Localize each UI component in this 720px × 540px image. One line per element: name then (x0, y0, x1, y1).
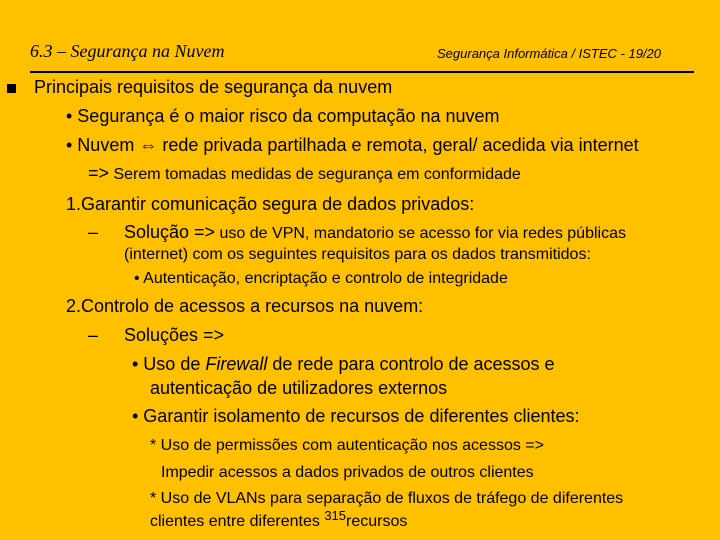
implies-arrow: => (88, 163, 110, 183)
double-arrow-icon: ⇔ (139, 135, 158, 155)
item2-dash: – (88, 325, 99, 345)
item1-title: 1.Garantir comunicação segura de dados privados: (66, 194, 475, 214)
item2-bullet-firewall-cont: autenticação de utilizadores externos (150, 378, 448, 398)
course-info: Segurança Informática / ISTEC - 19/20 (437, 46, 661, 61)
main-bullet: Principais requisitos de segurança da nuvem (34, 77, 393, 97)
item1-dash: – (88, 222, 99, 242)
header-divider (30, 71, 694, 73)
note-permissions-cont: Impedir acessos a dados privados de outros clientes (161, 464, 534, 481)
item2-title: 2.Controlo de acessos a recursos na nuvem: (66, 296, 424, 316)
firewall-prefix: • Uso de (132, 354, 201, 374)
item2-bullet-firewall (132, 354, 555, 375)
sub-bullet-risk: • Segurança é o maior risco da computação na nuvem (66, 106, 500, 126)
square-bullet-icon (7, 84, 16, 93)
conformity-text: Serem tomadas medidas de segurança em conformidade (113, 166, 521, 183)
item1-solution-text: uso de VPN, mandatorio se acesso for via redes públicas (219, 225, 626, 242)
item2-bullet-isolation: • Garantir isolamento de recursos de diferentes clientes: (132, 406, 580, 426)
note-vlans-cont (150, 508, 408, 531)
item2-solutions-label: Soluções => (124, 325, 225, 345)
item1-bullet: • Autenticação, encriptação e controlo de integridade (134, 270, 508, 287)
note-vlans: * Uso de VLANs para separação de fluxos de tráfego de diferentes (150, 490, 624, 507)
note-vlans-cont-text: clientes entre diferentes (150, 513, 320, 530)
firewall-term: Firewall (205, 354, 268, 374)
sub-bullet-cloud-label: • Nuvem (66, 135, 135, 155)
item1-solution (124, 222, 626, 243)
firewall-text: de rede para controlo de acessos e (272, 354, 555, 374)
item1-solution-cont: (internet) com os seguintes requisitos para os dados transmitidos: (124, 246, 591, 263)
item1-solution-label: Solução => (124, 222, 216, 242)
sub-bullet-cloud-text: rede privada partilhada e remota, geral/ acedida via internet (162, 135, 639, 155)
sub-bullet-cloud (66, 135, 639, 156)
section-title: 6.3 – Segurança na Nuvem (30, 41, 225, 61)
slide-number: 315 (324, 508, 347, 523)
note-vlans-end: recursos (346, 513, 408, 530)
note-permissions: * Uso de permissões com autenticação nos acessos => (150, 437, 544, 454)
conformity-line (88, 163, 521, 184)
